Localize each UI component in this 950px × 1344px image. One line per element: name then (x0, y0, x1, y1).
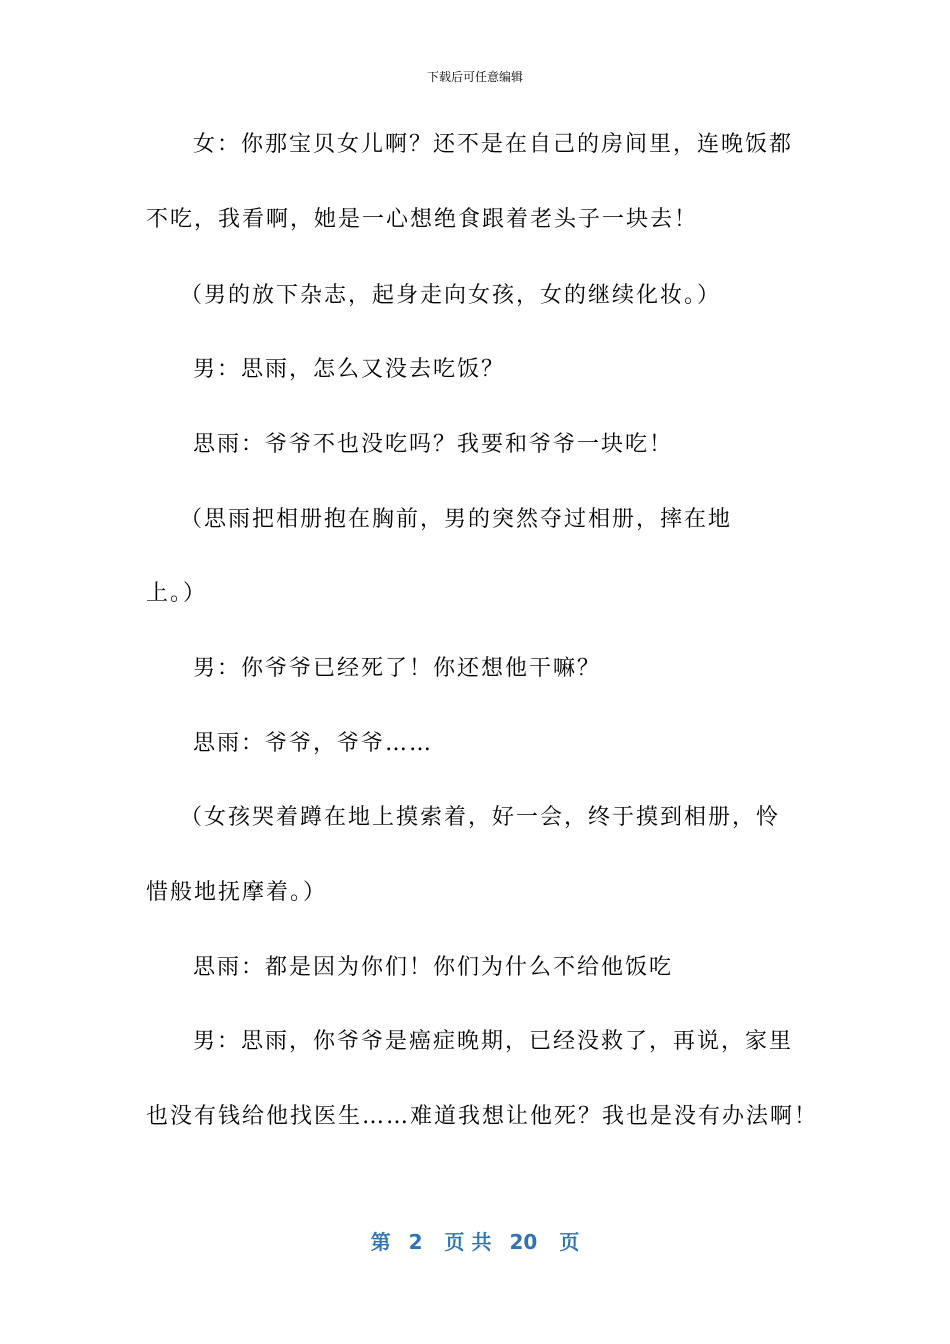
page-middle: 页 共 (444, 1230, 492, 1254)
text-line: 惜般地抚摩着。） (146, 880, 328, 905)
page-footer (0, 1226, 950, 1255)
text-line: 男：思雨，你爷爷是癌症晚期，已经没救了，再说，家里 (193, 1029, 794, 1054)
text-line: 思雨：都是因为你们！你们为什么不给他饭吃 (193, 955, 674, 980)
current-page-number: 2 (408, 1230, 423, 1254)
text-line: 思雨：爷爷不也没吃吗？我要和爷爷一块吃！ (193, 432, 674, 457)
text-line: 男：思雨，怎么又没去吃饭？ (193, 357, 506, 382)
text-line: 思雨：爷爷，爷爷…… (193, 731, 434, 756)
text-line: 也没有钱给他找医生……难道我想让他死？我也是没有办法啊！ (146, 1104, 819, 1129)
text-line: （男的放下杂志，起身走向女孩，女的继续化妆。） (180, 283, 722, 308)
header-note: 下载后可任意编辑 (426, 70, 523, 84)
text-line: （女孩哭着蹲在地上摸索着，好一会，终于摸到相册，怜 (180, 805, 781, 830)
text-line: （思雨把相册抱在胸前，男的突然夺过相册，摔在地 (180, 507, 733, 532)
total-pages-number: 20 (509, 1230, 538, 1254)
text-line: 不吃，我看啊，她是一心想绝食跟着老头子一块去！ (146, 207, 699, 232)
text-line: 上。） (146, 581, 208, 606)
page-prefix: 第 (370, 1230, 391, 1254)
text-line: 男：你爷爷已经死了！你还想他干嘛？ (193, 656, 602, 681)
text-line: 女：你那宝贝女儿啊？还不是在自己的房间里，连晚饭都 (193, 132, 794, 157)
page-suffix: 页 (559, 1230, 580, 1254)
